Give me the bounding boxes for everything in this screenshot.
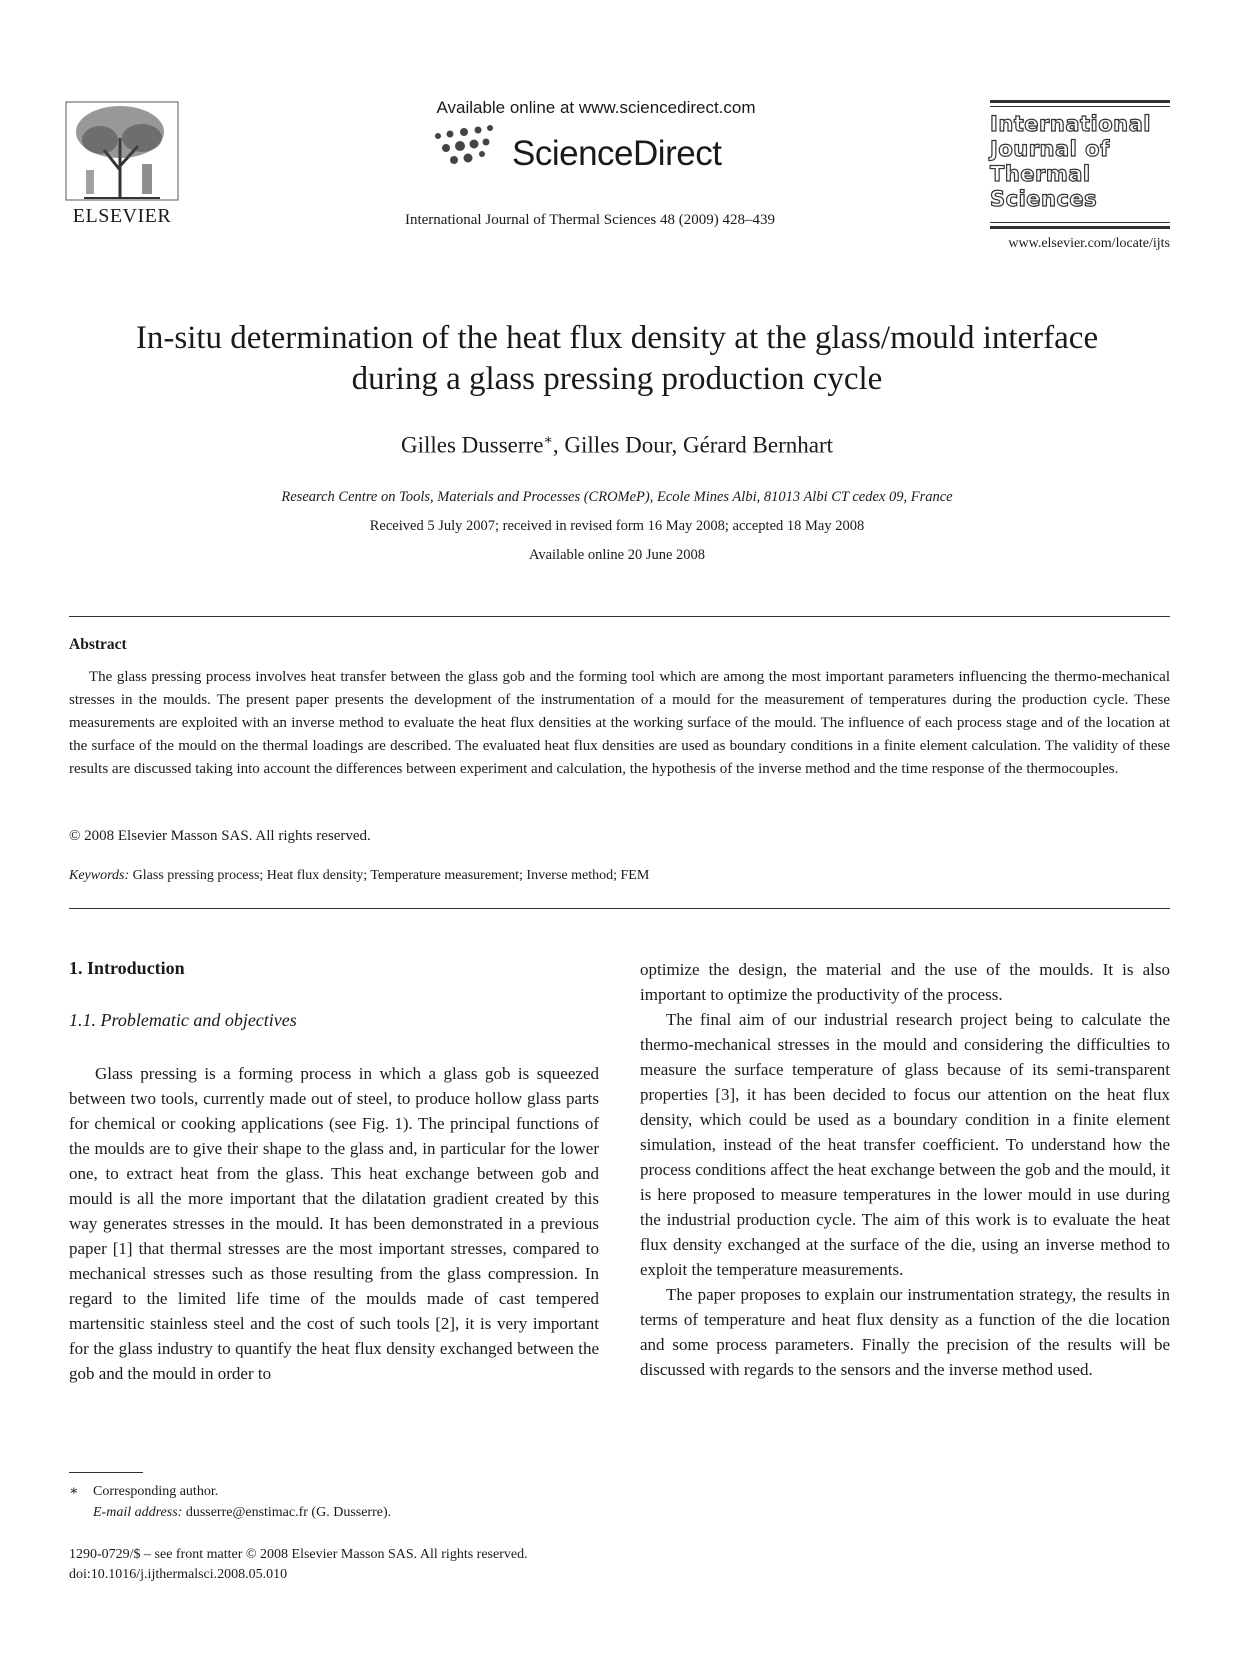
keywords-label: Keywords:: [69, 868, 130, 883]
abstract-copyright: © 2008 Elsevier Masson SAS. All rights reserved.: [69, 828, 371, 844]
footnote: [69, 1481, 599, 1523]
footnote-mark: ∗: [69, 1484, 79, 1499]
front-matter: [69, 1545, 669, 1585]
journal-title-line: Thermal: [990, 162, 1091, 186]
issn-line: 1290-0729/$ – see front matter © 2008 Elsevier Masson SAS. All rights reserved.: [69, 1547, 528, 1562]
sciencedirect-logo-text: ScienceDirect: [512, 134, 722, 173]
email-label: E-mail address:: [93, 1505, 183, 1520]
subsection-heading: 1.1. Problematic and objectives: [69, 1010, 297, 1030]
available-online-date: Available online 20 June 2008: [528, 547, 706, 563]
title-line-2: during a glass pressing production cycle: [351, 361, 883, 397]
paper-title: [64, 318, 1170, 400]
journal-url-link[interactable]: www.elsevier.com/locate/ijts: [1008, 236, 1170, 251]
journal-citation: International Journal of Thermal Sciences 48 (2009) 428–439: [404, 212, 776, 228]
elsevier-tree-logo: [64, 100, 180, 220]
paragraph: The paper proposes to explain our instrumentation strategy, the results in terms of temperature and heat flux density as a function of the die location and some process parameters. Finally the precision of the results will be discussed with regards to the sensors and the inverse method used.: [640, 1285, 1170, 1379]
title-line-1: In-situ determination of the heat flux density at the glass/mould interface: [135, 320, 1099, 356]
received-dates: Received 5 July 2007; received in revised form 16 May 2008; accepted 18 May 2008: [369, 518, 865, 534]
author-names-rest: , Gilles Dour, Gérard Bernhart: [552, 432, 834, 458]
abstract-body: The glass pressing process involves heat transfer between the glass gob and the forming tool which are among the most important parameters influencing the thermo-mechanical stresses in the moulds. The present paper presents the development of the instrumentation of a mould for the measurement of temperatures during the production cycle. These measurements are exploited with an inverse method to evaluate the heat flux densities at the working surface of the mould. The influence of each process stage and of the location at the surface of the mould on the thermal loadings are described. The evaluated heat flux densities are used as boundary conditions in a finite element calculation. The validity of these results are discussed taking into account the differences between experiment and calculation, the hypothesis of the inverse method and the time response of the thermocouples.: [69, 669, 1170, 777]
author-name: Gilles Dusserre: [400, 432, 544, 458]
affiliation: Research Centre on Tools, Materials and Processes (CROMeP), Ecole Mines Albi, 81013 Albi CT cedex 09, France: [281, 489, 953, 505]
doi-link[interactable]: doi:10.1016/j.ijthermalsci.2008.05.010: [69, 1567, 288, 1582]
journal-title-line: International: [990, 112, 1152, 136]
paragraph: Glass pressing is a forming process in which a glass gob is squeezed between two tools, currently made out of steel, to produce hollow glass parts for chemical or cooking applications (see Fig. 1). The principal functions of the moulds are to give their shape to the glass and, in particular for the lower one, to extract heat from the glass. This heat exchange between gob and mould is all the more important that the dilatation gradient created by this way generates stresses in the mould. It has been demonstrated in a previous paper [1] that thermal stresses are the most important stresses, compared to mechanical stresses such as those resulting from the glass compression. In regard to the limited life time of the moulds made of cast tempered martensitic stainless steel and the cost of such tools [2], it is very important for the glass industry to quantify the heat flux density exchanged between the gob and the mould in order to: [69, 1064, 599, 1383]
divider: [69, 908, 1170, 909]
paragraph: The final aim of our industrial research project being to calculate the thermo-mechanical stresses in the mould and considering the difficulties to measure the surface temperature of glass because of its semi-transparent properties [3], it has been decided to focus our attention on the heat flux density, which could be used as a boundary condition in a finite element simulation, instead of the heat transfer coefficient. To understand how the process conditions affect the heat exchange between the gob and the mould, it is here proposed to measure temperatures in the lower mould in use during the industrial production cycle. The aim of this work is to evaluate the heat flux density exchanged at the surface of the die, using an inverse method to exploit the temperature measurements.: [640, 1010, 1170, 1279]
available-online-banner: Available online at www.sciencedirect.com: [436, 98, 756, 117]
paragraph: optimize the design, the material and the use of the moulds. It is also important to optimize the productivity of the process.: [640, 960, 1170, 1004]
email-link[interactable]: dusserre@enstimac.fr (G. Dusserre).: [185, 1505, 392, 1520]
corresponding-author-mark[interactable]: ∗: [543, 433, 553, 448]
section-heading: 1. Introduction: [69, 958, 185, 978]
divider: [69, 616, 1170, 617]
footnote-corresponding: Corresponding author.: [93, 1484, 219, 1499]
publisher-name: ELSEVIER: [72, 205, 172, 227]
keywords-list: Glass pressing process; Heat flux density; Temperature measurement; Inverse method; FEM: [132, 868, 650, 883]
author-list: [64, 432, 1170, 459]
left-column: [69, 1061, 599, 1386]
keywords: [69, 868, 1170, 884]
abstract-heading: Abstract: [69, 636, 127, 653]
journal-title-line: Sciences: [990, 187, 1098, 211]
right-column: [640, 957, 1170, 1382]
journal-title-line: Journal of: [990, 137, 1110, 161]
journal-masthead: [990, 100, 1170, 232]
footnote-rule: [69, 1472, 143, 1473]
